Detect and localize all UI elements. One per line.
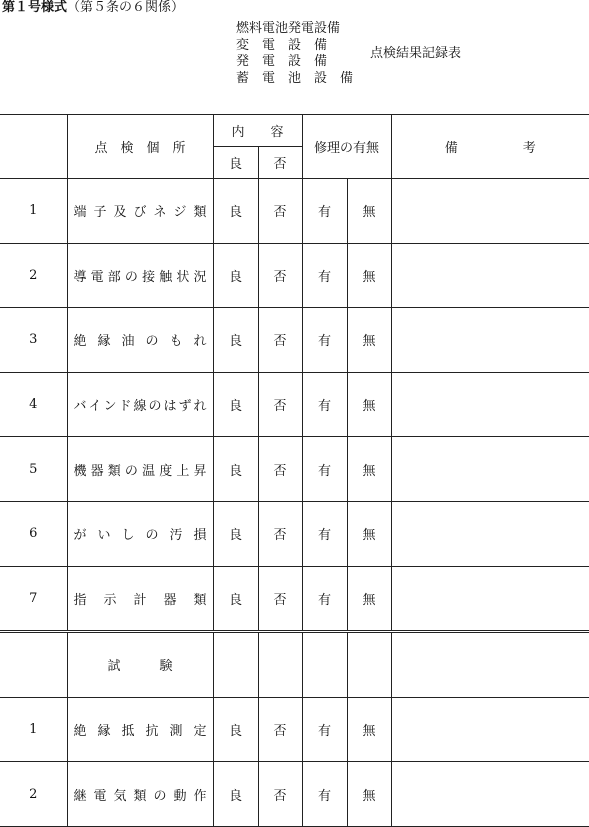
header-location: 点 検 個 所 xyxy=(67,115,213,179)
row-number: 3 xyxy=(0,308,67,373)
row-number: 2 xyxy=(0,243,67,308)
header-good: 良 xyxy=(213,147,258,179)
header-remarks: 備 考 xyxy=(391,115,589,179)
row-bad-option[interactable]: 否 xyxy=(258,243,302,308)
row-good-option[interactable]: 良 xyxy=(213,243,258,308)
row-bad-option[interactable]: 否 xyxy=(258,308,302,373)
row-remarks-field[interactable] xyxy=(391,566,589,632)
table-row xyxy=(0,501,589,566)
test-section-heading: 試 験 xyxy=(67,632,213,698)
test-section-empty-cell xyxy=(258,632,302,698)
row-repair-no-option[interactable]: 無 xyxy=(347,179,391,244)
row-repair-no-option[interactable]: 無 xyxy=(347,437,391,502)
test-section-header-row xyxy=(0,632,589,698)
table-row xyxy=(0,179,589,244)
row-item-name: がいしの汚損 xyxy=(67,501,213,566)
row-repair-yes-option[interactable]: 有 xyxy=(302,697,347,762)
table-row xyxy=(0,697,589,762)
row-remarks-field[interactable] xyxy=(391,243,589,308)
test-section-number-cell xyxy=(0,632,67,698)
row-bad-option[interactable]: 否 xyxy=(258,501,302,566)
row-item-name: 指示計器類 xyxy=(67,566,213,632)
table-row xyxy=(0,762,589,827)
row-remarks-field[interactable] xyxy=(391,179,589,244)
row-remarks-field[interactable] xyxy=(391,372,589,437)
row-repair-no-option[interactable]: 無 xyxy=(347,566,391,632)
row-number: 1 xyxy=(0,697,67,762)
row-item-name: 絶縁油のもれ xyxy=(67,308,213,373)
row-repair-no-option[interactable]: 無 xyxy=(347,308,391,373)
row-good-option[interactable]: 良 xyxy=(213,697,258,762)
row-repair-yes-option[interactable]: 有 xyxy=(302,372,347,437)
header-bad: 否 xyxy=(258,147,302,179)
row-bad-option[interactable]: 否 xyxy=(258,179,302,244)
equipment-title-list xyxy=(236,21,353,87)
equipment-title-fuel-cell: 燃料電池発電設備 xyxy=(236,21,341,36)
row-good-option[interactable]: 良 xyxy=(213,372,258,437)
row-number: 5 xyxy=(0,437,67,502)
row-bad-option[interactable]: 否 xyxy=(258,566,302,632)
row-good-option[interactable]: 良 xyxy=(213,762,258,827)
row-number: 6 xyxy=(0,501,67,566)
equipment-title-substation: 変 電 設 備 xyxy=(236,37,328,53)
row-good-option[interactable]: 良 xyxy=(213,179,258,244)
row-item-name: 機器類の温度上昇 xyxy=(67,437,213,502)
equipment-title-battery: 蓄 電 池 設 備 xyxy=(236,70,354,86)
form-label xyxy=(2,0,184,16)
row-good-option[interactable]: 良 xyxy=(213,501,258,566)
row-remarks-field[interactable] xyxy=(391,308,589,373)
row-bad-option[interactable]: 否 xyxy=(258,437,302,502)
row-number: 4 xyxy=(0,372,67,437)
row-remarks-field[interactable] xyxy=(391,437,589,502)
row-repair-no-option[interactable]: 無 xyxy=(347,762,391,827)
row-repair-no-option[interactable]: 無 xyxy=(347,501,391,566)
inspection-record-table xyxy=(0,114,589,827)
row-item-name: 端子及びネジ類 xyxy=(67,179,213,244)
header-number-cell xyxy=(0,115,67,179)
row-bad-option[interactable]: 否 xyxy=(258,697,302,762)
header-repair: 修理の有無 xyxy=(302,115,391,179)
row-repair-yes-option[interactable]: 有 xyxy=(302,762,347,827)
row-item-name: 導電部の接触状況 xyxy=(67,243,213,308)
row-bad-option[interactable]: 否 xyxy=(258,762,302,827)
row-repair-no-option[interactable]: 無 xyxy=(347,243,391,308)
row-repair-yes-option[interactable]: 有 xyxy=(302,566,347,632)
row-remarks-field[interactable] xyxy=(391,501,589,566)
test-section-empty-cell xyxy=(213,632,258,698)
row-repair-yes-option[interactable]: 有 xyxy=(302,308,347,373)
row-repair-yes-option[interactable]: 有 xyxy=(302,501,347,566)
row-good-option[interactable]: 良 xyxy=(213,566,258,632)
test-section-empty-cell xyxy=(302,632,347,698)
record-title: 点検結果記録表 xyxy=(370,46,462,61)
row-item-name: 継電気類の動作 xyxy=(67,762,213,827)
row-number: 1 xyxy=(0,179,67,244)
row-repair-no-option[interactable]: 無 xyxy=(347,372,391,437)
row-repair-yes-option[interactable]: 有 xyxy=(302,437,347,502)
row-good-option[interactable]: 良 xyxy=(213,308,258,373)
row-item-name: 絶縁抵抗測定 xyxy=(67,697,213,762)
equipment-title-generator: 発 電 設 備 xyxy=(236,54,328,69)
form-reference: （第５条の６関係） xyxy=(67,0,185,15)
header-row xyxy=(0,115,589,147)
form-number: 第１号様式 xyxy=(2,0,68,15)
table-row xyxy=(0,243,589,308)
test-section-empty-cell xyxy=(347,632,391,698)
row-good-option[interactable]: 良 xyxy=(213,437,258,502)
row-repair-yes-option[interactable]: 有 xyxy=(302,243,347,308)
row-remarks-field[interactable] xyxy=(391,697,589,762)
table-row xyxy=(0,566,589,632)
row-repair-no-option[interactable]: 無 xyxy=(347,697,391,762)
row-item-name: バインド線のはずれ xyxy=(67,372,213,437)
row-repair-yes-option[interactable]: 有 xyxy=(302,179,347,244)
table-row xyxy=(0,437,589,502)
header-content: 内 容 xyxy=(213,115,302,147)
table-row xyxy=(0,372,589,437)
table-row xyxy=(0,308,589,373)
row-number: 2 xyxy=(0,762,67,827)
row-remarks-field[interactable] xyxy=(391,762,589,827)
row-bad-option[interactable]: 否 xyxy=(258,372,302,437)
row-number: 7 xyxy=(0,566,67,632)
test-section-remarks-cell xyxy=(391,632,589,698)
